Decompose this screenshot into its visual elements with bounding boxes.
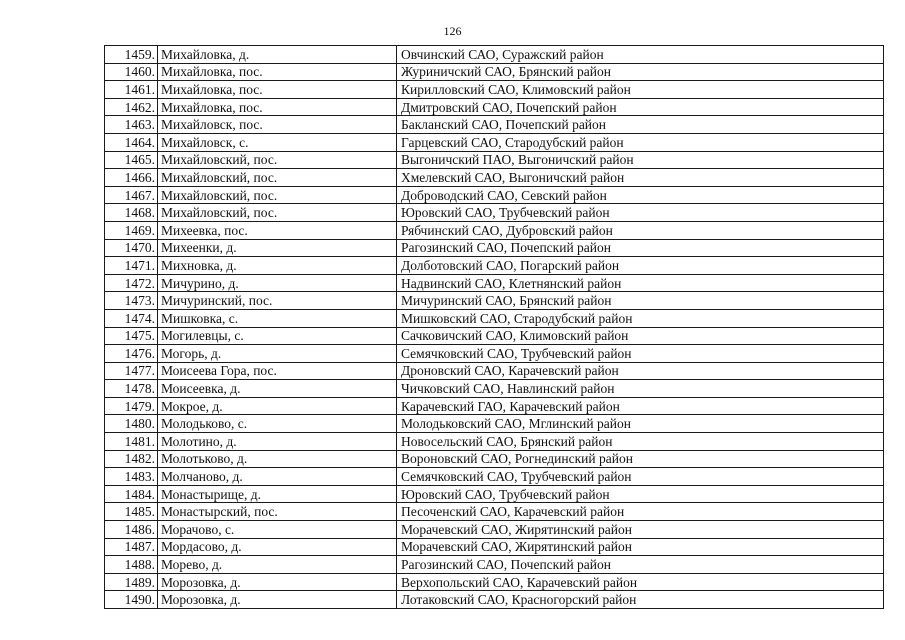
row-number-cell: 1465. (105, 151, 158, 169)
settlement-name-cell: Михайловск, с. (158, 133, 397, 151)
table-row (105, 46, 884, 64)
settlement-name-cell: Монастырище, д. (158, 485, 397, 503)
row-number-cell: 1469. (105, 221, 158, 239)
row-number-cell: 1482. (105, 450, 158, 468)
settlement-name-cell: Моисеевка, д. (158, 380, 397, 398)
row-number-cell: 1484. (105, 485, 158, 503)
row-number-cell: 1466. (105, 169, 158, 187)
settlement-name-cell: Моисеева Гора, пос. (158, 362, 397, 380)
settlement-name-cell: Мичуринский, пос. (158, 292, 397, 310)
settlement-name-cell: Морозовка, д. (158, 591, 397, 609)
table-row (105, 380, 884, 398)
settlement-name-cell: Михайловский, пос. (158, 151, 397, 169)
settlement-name-cell: Михайловский, пос. (158, 186, 397, 204)
row-number-cell: 1472. (105, 274, 158, 292)
settlement-name-cell: Мордасово, д. (158, 538, 397, 556)
settlement-name-cell: Морево, д. (158, 556, 397, 574)
settlement-name-cell: Михайловский, пос. (158, 204, 397, 222)
settlement-name-cell: Могилевцы, с. (158, 327, 397, 345)
row-number-cell: 1477. (105, 362, 158, 380)
table-row (105, 327, 884, 345)
settlement-name-cell: Могорь, д. (158, 345, 397, 363)
administration-district-cell: Морачевский САО, Жирятинский район (397, 521, 884, 539)
table-row (105, 521, 884, 539)
table-row (105, 98, 884, 116)
row-number-cell: 1486. (105, 521, 158, 539)
table-row (105, 309, 884, 327)
administration-district-cell: Дмитровский САО, Почепский район (397, 98, 884, 116)
row-number-cell: 1476. (105, 345, 158, 363)
administration-district-cell: Журиничский САО, Брянский район (397, 63, 884, 81)
administration-district-cell: Надвинский САО, Клетнянский район (397, 274, 884, 292)
row-number-cell: 1474. (105, 309, 158, 327)
administration-district-cell: Мичуринский САО, Брянский район (397, 292, 884, 310)
table-row (105, 221, 884, 239)
row-number-cell: 1473. (105, 292, 158, 310)
table-row (105, 204, 884, 222)
settlement-name-cell: Михайловка, пос. (158, 98, 397, 116)
administration-district-cell: Вороновский САО, Рогнединский район (397, 450, 884, 468)
row-number-cell: 1471. (105, 257, 158, 275)
row-number-cell: 1461. (105, 81, 158, 99)
administration-district-cell: Сачковичский САО, Климовский район (397, 327, 884, 345)
settlement-name-cell: Михайловский, пос. (158, 169, 397, 187)
settlement-name-cell: Мишковка, с. (158, 309, 397, 327)
settlement-name-cell: Михайловка, пос. (158, 81, 397, 99)
settlement-name-cell: Морозовка, д. (158, 573, 397, 591)
table-row (105, 81, 884, 99)
settlement-name-cell: Монастырский, пос. (158, 503, 397, 521)
settlement-name-cell: Михеенки, д. (158, 239, 397, 257)
table-row (105, 485, 884, 503)
table-row (105, 397, 884, 415)
table-row (105, 239, 884, 257)
table-row (105, 362, 884, 380)
administration-district-cell: Молодьковский САО, Мглинский район (397, 415, 884, 433)
table-row (105, 345, 884, 363)
administration-district-cell: Юровский САО, Трубчевский район (397, 485, 884, 503)
administration-district-cell: Дроновский САО, Карачевский район (397, 362, 884, 380)
row-number-cell: 1479. (105, 397, 158, 415)
table-row (105, 415, 884, 433)
settlement-name-cell: Мокрое, д. (158, 397, 397, 415)
administration-district-cell: Лотаковский САО, Красногорский район (397, 591, 884, 609)
administration-district-cell: Гарцевский САО, Стародубский район (397, 133, 884, 151)
table-row (105, 503, 884, 521)
table-row (105, 274, 884, 292)
settlement-name-cell: Михайловск, пос. (158, 116, 397, 134)
settlement-name-cell: Мичурино, д. (158, 274, 397, 292)
administration-district-cell: Семячковский САО, Трубчевский район (397, 345, 884, 363)
table-row (105, 468, 884, 486)
administration-district-cell: Доброводский САО, Севский район (397, 186, 884, 204)
row-number-cell: 1464. (105, 133, 158, 151)
settlement-name-cell: Морачово, с. (158, 521, 397, 539)
table-row (105, 538, 884, 556)
row-number-cell: 1468. (105, 204, 158, 222)
row-number-cell: 1463. (105, 116, 158, 134)
administration-district-cell: Семячковский САО, Трубчевский район (397, 468, 884, 486)
table-row (105, 573, 884, 591)
table-row (105, 556, 884, 574)
settlement-name-cell: Михеевка, пос. (158, 221, 397, 239)
table-row (105, 151, 884, 169)
administration-district-cell: Бакланский САО, Почепский район (397, 116, 884, 134)
administration-district-cell: Хмелевский САО, Выгоничский район (397, 169, 884, 187)
row-number-cell: 1475. (105, 327, 158, 345)
row-number-cell: 1470. (105, 239, 158, 257)
administration-district-cell: Новосельский САО, Брянский район (397, 433, 884, 451)
table-row (105, 591, 884, 609)
settlement-name-cell: Михновка, д. (158, 257, 397, 275)
settlement-name-cell: Молчаново, д. (158, 468, 397, 486)
page-number: 126 (443, 24, 462, 38)
settlements-table (104, 45, 884, 609)
settlement-name-cell: Молотино, д. (158, 433, 397, 451)
settlement-name-cell: Молодьково, с. (158, 415, 397, 433)
row-number-cell: 1481. (105, 433, 158, 451)
administration-district-cell: Рябчинский САО, Дубровский район (397, 221, 884, 239)
administration-district-cell: Долботовский САО, Погарский район (397, 257, 884, 275)
row-number-cell: 1483. (105, 468, 158, 486)
administration-district-cell: Морачевский САО, Жирятинский район (397, 538, 884, 556)
table-row (105, 169, 884, 187)
table-row (105, 63, 884, 81)
row-number-cell: 1480. (105, 415, 158, 433)
administration-district-cell: Песоченский САО, Карачевский район (397, 503, 884, 521)
table-row (105, 133, 884, 151)
row-number-cell: 1478. (105, 380, 158, 398)
administration-district-cell: Карачевский ГАО, Карачевский район (397, 397, 884, 415)
row-number-cell: 1460. (105, 63, 158, 81)
settlement-name-cell: Михайловка, пос. (158, 63, 397, 81)
settlement-name-cell: Молотьково, д. (158, 450, 397, 468)
table-row (105, 257, 884, 275)
administration-district-cell: Овчинский САО, Суражский район (397, 46, 884, 64)
administration-district-cell: Рагозинский САО, Почепский район (397, 239, 884, 257)
administration-district-cell: Мишковский САО, Стародубский район (397, 309, 884, 327)
table-body (105, 46, 884, 609)
administration-district-cell: Чичковский САО, Навлинский район (397, 380, 884, 398)
settlement-name-cell: Михайловка, д. (158, 46, 397, 64)
administration-district-cell: Юровский САО, Трубчевский район (397, 204, 884, 222)
table-row (105, 116, 884, 134)
administration-district-cell: Выгоничский ПАО, Выгоничский район (397, 151, 884, 169)
table-row (105, 292, 884, 310)
table-row (105, 186, 884, 204)
administration-district-cell: Кирилловский САО, Климовский район (397, 81, 884, 99)
administration-district-cell: Рагозинский САО, Почепский район (397, 556, 884, 574)
row-number-cell: 1467. (105, 186, 158, 204)
row-number-cell: 1489. (105, 573, 158, 591)
row-number-cell: 1462. (105, 98, 158, 116)
administration-district-cell: Верхопольский САО, Карачевский район (397, 573, 884, 591)
row-number-cell: 1459. (105, 46, 158, 64)
table-row (105, 450, 884, 468)
row-number-cell: 1487. (105, 538, 158, 556)
row-number-cell: 1490. (105, 591, 158, 609)
table-row (105, 433, 884, 451)
row-number-cell: 1485. (105, 503, 158, 521)
row-number-cell: 1488. (105, 556, 158, 574)
